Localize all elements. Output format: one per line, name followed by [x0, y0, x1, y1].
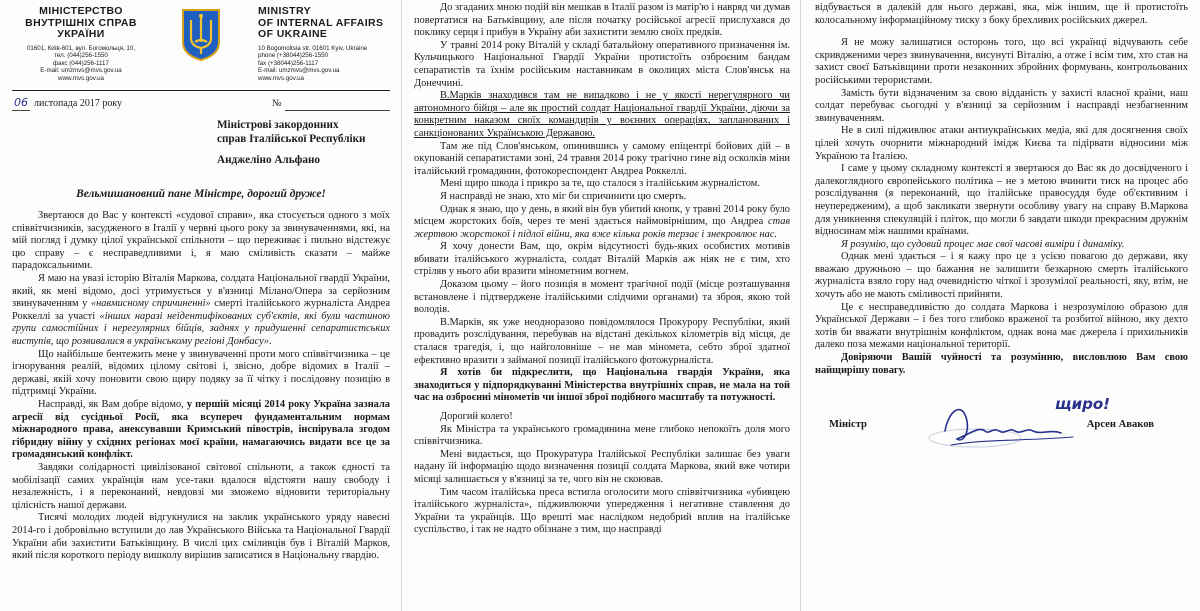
letter-page-3 [800, 0, 1200, 611]
signature-block [815, 387, 1188, 455]
paragraph: Тим часом італійська преса встигла оголосити мого співвітчизника «убивцею італійського журналіста», підживлюючи упередження і негативне ставлення до України та українців. Що врешті має наслідком недобрий вплив на італійське суспільство, і так не надто обізнане з тим, що насправді [414, 486, 790, 536]
paragraph: Дорогий колего! [440, 411, 513, 422]
paragraph: Це є несправедливістю до солдата Маркова і незрозумілою образою для Української Держави – і без того глибоко враженої та розбитої війною, яку дехто хотів би вважати внутрішнім конфліктом, однак вона має джерела і прихильників далеко поза межами національної території. [815, 301, 1188, 351]
paragraph: У травні 2014 року Віталій у складі батальйону оперативного призначення ім. Кульчицького Національної Гвардії України протистоїть озброєним бандам сепаратистів та їхнім російським наставникам в околицях міста Слов'янськ на Донеччині. [414, 39, 790, 89]
coat-of-arms-icon [181, 8, 221, 62]
paragraph: Як Міністра та українського громадянина мене глибоко непокоїть доля мого співвітчизника. [414, 423, 790, 448]
date-day: 06 [14, 96, 28, 110]
paragraph: Я не можу залишатися осторонь того, що всі українці відчувають себе скривдженими через звинувачення, висунуті Віталію, а отже і всім тим, хто став на захист своєї Батьківщини проти незаконних збройних формувань, контрольованих російськими терористами. [815, 37, 1188, 86]
outgoing-number: № [272, 98, 390, 111]
paragraph: В.Марків, як уже неодноразово повідомлялося Прокурору Республіки, який провадить розслідування, перебував на відстані декількох кілометрів від місця, де сталася трагедія, і, що найголовніше – не мав міномета, себто зброї здатної ефективно вразити з займаної позиції італійського фотожурналіста. [414, 316, 790, 366]
paragraph: Доказом цьому – його позиція в момент трагічної події (місце розташування встановлене і підтверджене італійськими слідчими органами) та зброя, якою той володів. [414, 279, 790, 316]
paragraph: Мені видається, що Прокуратура Італійської Республіки залишає без уваги надану їй інформацію щодо визначення позиції солдата Маркова, який вже чотири місяці залишається у в'язниці за те, чого він не скоював. [414, 448, 790, 485]
paragraph: До згаданих мною подій він мешкав в Італії разом із матір'ю і навряд чи думав повертатися на Батьківщину, але після початку російської агресії прислухався до поклику серця і прибув в Україну аби захистити землю своїх предків. [414, 2, 790, 39]
paragraph: Я хотів би підкреслити, що Національна гвардія України, яка знаходиться у підпорядкуванні Міністерства внутрішніх справ, не мала на той час на озброєнні мінометів чи іншої зброї подібного масштабу та потужності. [414, 367, 790, 404]
addressee: Міністрові закордонних справ Італійської Республіки Анджеліно Альфано [217, 119, 390, 168]
paragraph: Замість бути відзначеним за свою відданість у захисті власної країни, наш солдат перебуває сьогодні у в'язниці за серйозним і насправді незбагненним звинуваченням. [815, 87, 1188, 124]
paragraph: Я насправді не знаю, хто міг би спричинити цю смерть. [440, 190, 687, 202]
addressee-name: Анджеліно Альфано [217, 154, 320, 166]
paragraph: відбувається в далекій для нього державі, яка, між іншим, ще й протистоїть колосальному інформаційному тиску з боку брехливих російських джерел. [815, 2, 1188, 26]
paragraph: І саме у цьому складному контексті я звертаюся до Вас як до досвідченого і далекоглядного європейського політика – не з метою вчинити тиск на процес або розслідування (я переконаний, що італійське правосуддя буде об'єктивним і неупередженим), а щоб закликати звернути особливу увагу на справу В.Маркова для уникнення спекуляцій і пліток, що могли б завдати шкоди прекрасним дружнім відносинам між нашими країнами. [815, 163, 1188, 238]
letterhead-ukrainian [12, 6, 150, 82]
letterhead-english [252, 6, 390, 82]
paragraph: Я маю на увазі історію Віталія Маркова, солдата Національної гвардії України, який, як мені відомо, досі утримується у в'язниці Мілано/Опера за серйозним звинуваченням у «навмисному спричиненні» смерті італійського журналіста Андреа Роккеллі за участі «інших наразі неідентифікованих суб'єктів, які були частиною групи самостійних і нерегулярних бійців, заднях у придушенні сепаратистських виступів, що розвивалися в українському регіоні Донбасу». [12, 273, 390, 348]
signatory-title: Міністр [829, 419, 867, 431]
paragraph: В.Марків знаходився там не випадково і не у якості нерегулярного чи автономного бійця – але як простий солдат Національної гвардії України, діючи за конкретним наказом своїх командирів у воєнних операціях, запланованих і санкціонованих Українською Державою. [414, 90, 790, 139]
paragraph: Мені щиро шкода і прикро за те, що сталося з італійським журналістом. [440, 178, 760, 190]
ministry-name-ua: МІНІСТЕРСТВО ВНУТРІШНІХ СПРАВ УКРАЇНИ [25, 5, 137, 40]
paragraph: Там же під Слов'янськом, опинившись у самому епіцентрі бойових дій – в окупованій сепаратистами зоні, 24 травня 2014 року трагічно гине від осколків міни італійський громадянин, фотокореспондент Андреа Роккеллі. [414, 140, 790, 177]
paragraph: Я розумію, що судовий процес має свої часові виміри і динаміку. [841, 238, 1125, 250]
handwritten-signature [905, 387, 1115, 453]
ministry-name-en: MINISTRY OF INTERNAL AFFAIRS OF UKRAINE [258, 5, 384, 40]
paragraph: Насправді, як Вам добре відомо, у першій місяці 2014 року Україна зазнала агресії від сусідньої Росії, яка всупереч фундаментальним нормам міжнародного права, анексувавши Кримський півострів, інспірувала згодом гібридну війну у східних регіонах моєї країни, намагаючись видати все це за громадянський конфлікт. [12, 399, 390, 461]
letter-page-2 [401, 0, 800, 611]
paragraph: Тисячі молодих людей відгукнулися на заклик українського уряду навесні 2014-го і добровільно вступили до лав Українського Війська та Національної Гвардії України аби захистити Батьківщину. В числі цих сміливців був і Віталій Марков, який після короткого періоду вишколу вирішив записатися в Національну гвардію. [12, 512, 390, 562]
contacts-en: 10 Bogomoltsia str. 01601 Kyiv, Ukraine phone (+38044)256-1550 fax (+38044)256-1117 E-mail: umzmvs@mvs.gov.ua www.mvs.gov.ua [258, 44, 368, 82]
salutation: Вельмишановний пане Міністре, дорогий друже! [76, 187, 326, 200]
paragraph: Не в силі підживлює атаки антиукраїнських медіа, які для досягнення своїх цілей хочуть очорнити міжнародний імідж Києва та підірвати відносини між Україною та Італією. [815, 125, 1188, 162]
handwritten-note: щиро! [1055, 395, 1110, 414]
signatory-name: Арсен Аваков [1086, 419, 1154, 431]
letterhead [12, 6, 390, 90]
paragraph: Однак мені здається – і я кажу про це з усією повагою до держави, яку вважаю дружньою – що бажання не залишити безкарною смерть італійського журналіста взяло гору над очевидністю чіткої і зрозумілої реальності, яку, втім, не хочуть або не мають сміливості прийняти. [815, 251, 1188, 301]
paragraph: Довіряючи Вашій чуйності та розумінню, висловлюю Вам свою найщирішу повагу. [815, 352, 1188, 376]
paragraph: Завдяки солідарності цивілізованої світової спільноти, а також єдності та мобілізації самих українців нам усе-таки вдалося відстояти нашу свободу і незалежність, і я переконаний, невдовзі ми зможемо відновити територіальну цілісність нашої держави. [12, 461, 390, 511]
paragraph: Що найбільше бентежить мене у звинуваченні проти мого співвітчизника – це ігнорування реалій, відомих цілому світові і, звісно, добре відомих в Італії – державі, якій хочу поновити свою щиру подяку за її чітку і послідовну позицію в підтримці України. [12, 348, 390, 398]
paragraph: Я хочу донести Вам, що, окрім відсутності будь-яких особистих мотивів вбивати італійського журналіста, солдат Віталій Марків аж ніяк не є тим, хто стріляв у нього аби вразити мінометним вогнем. [414, 241, 790, 278]
letter-page-1 [0, 0, 401, 611]
contacts-ua: 01601, Київ-601, вул. Богомольця, 10, тел. (044)256-1550 факс (044)256-1117 E-mail: umzmvs@mvs.gov.ua www.mvs.gov.ua [26, 44, 136, 82]
paragraph: Звертаюся до Вас у контексті «судової справи», яка стосується одного з моїх співвітчизників, засудженого в Італії у червні цього року за звинуваченнями, які, на мій погляд і думку цілої української спільноти – що переживає і пильно відстежує цю справу – є несправедливими і, я маю сміливість сказати – майже парадоксальними. [12, 210, 390, 272]
paragraph: Однак я знаю, що у день, в який він був убитий кнопк, у травні 2014 року було місцем жорстоких боїв, через те мені здається наймовірнішим, що Андреа став жертвою жорстокої і підлої війни, яка вже кілька років терзає і знекровлює нас. [414, 203, 790, 240]
dateline [12, 91, 390, 111]
date-month-year: листопада 2017 року [34, 98, 123, 110]
